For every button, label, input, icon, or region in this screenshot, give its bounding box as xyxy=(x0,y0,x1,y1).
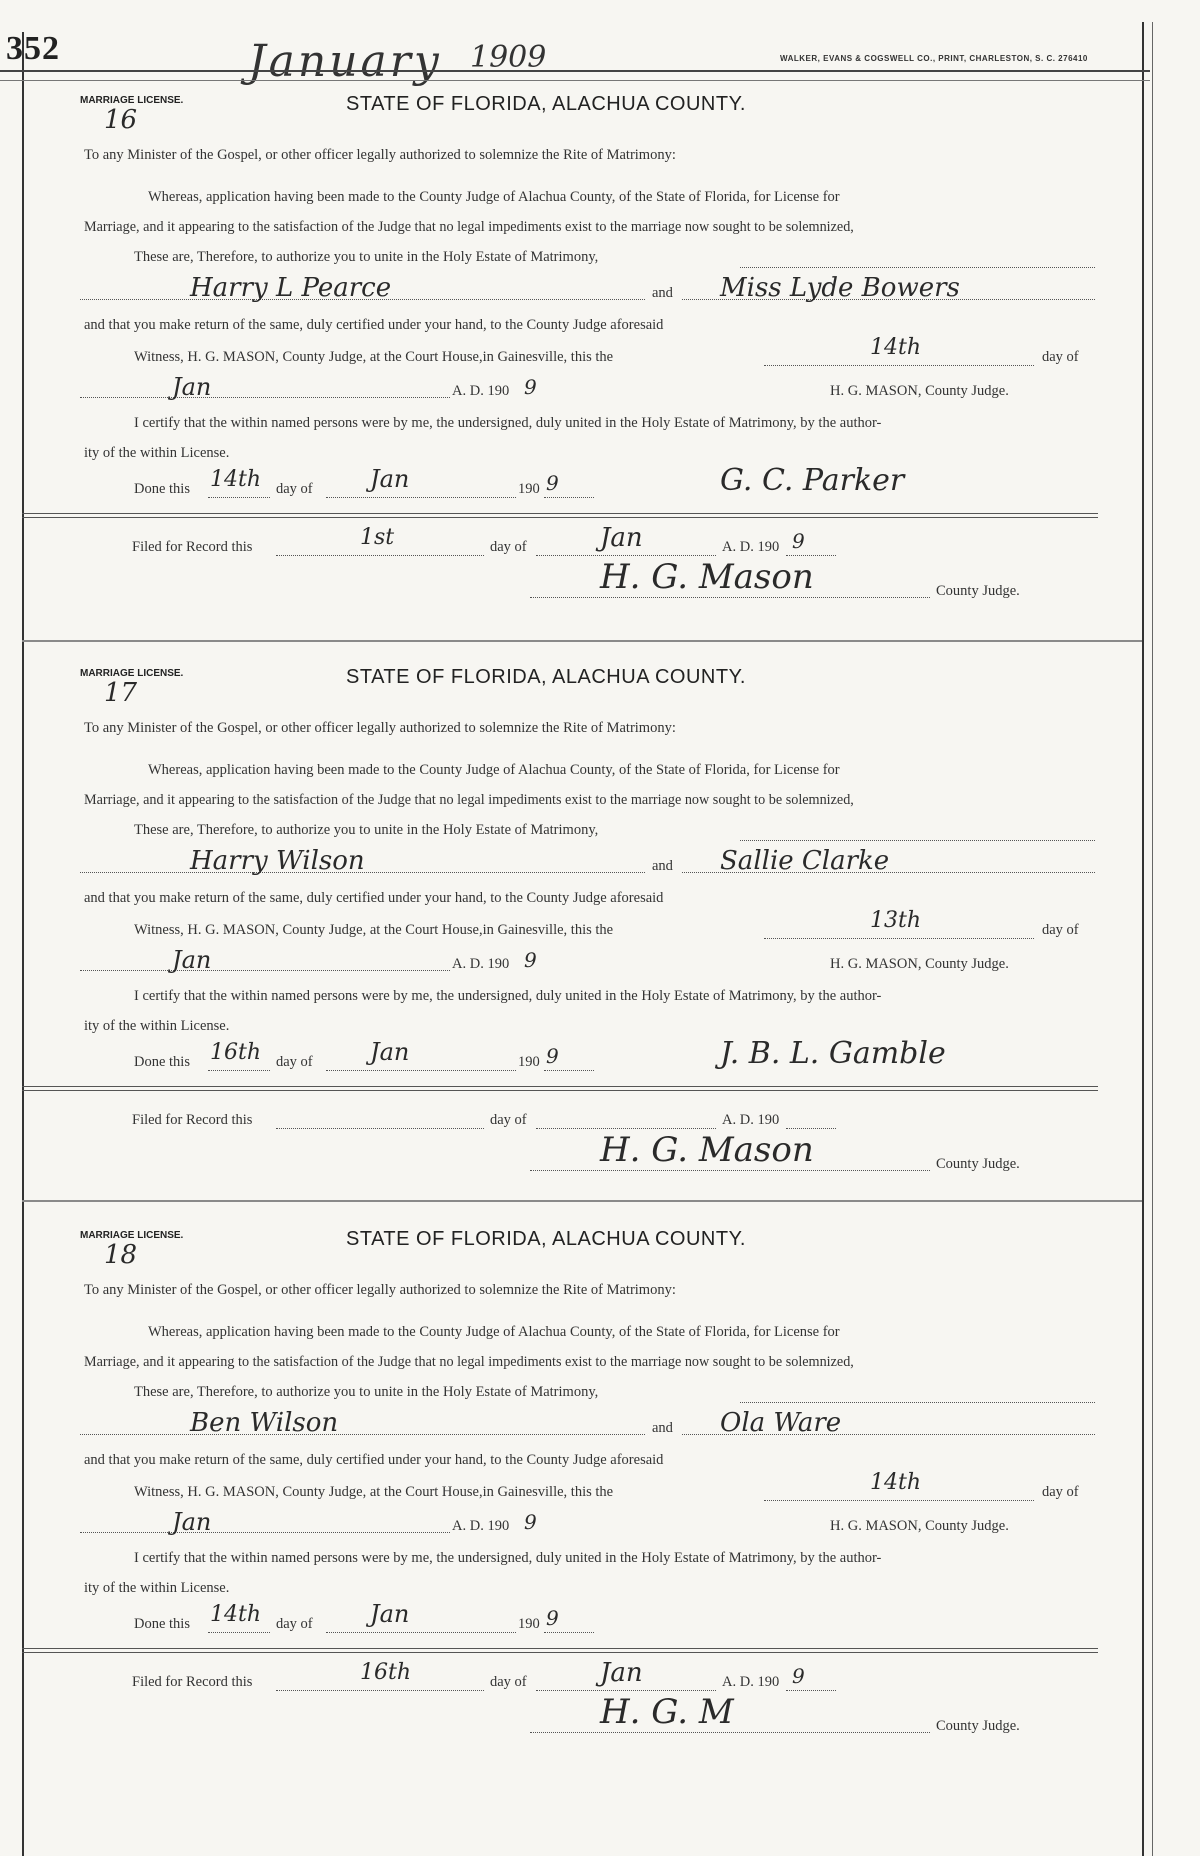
license-number: 16 xyxy=(104,105,138,135)
filed-month: Jan xyxy=(600,523,643,553)
groom-name: Harry Wilson xyxy=(190,846,365,876)
certify-line-1: I certify that the within named persons were by me, the undersigned, duly united in the Holy Estate of Matrimony, by the author- xyxy=(134,1550,882,1566)
witness-ad: A. D. 190 xyxy=(452,1518,510,1534)
witness-month: Jan xyxy=(172,946,212,974)
done-this-label: Done this xyxy=(134,481,190,497)
address-line: To any Minister of the Gospel, or other officer legally authorized to solemnize the Rite of Matrimony: xyxy=(84,1282,676,1298)
certify-line-1: I certify that the within named persons were by me, the undersigned, duly united in the Holy Estate of Matrimony, by the author- xyxy=(134,415,882,431)
header-month: January xyxy=(248,36,442,87)
groom-name: Harry L Pearce xyxy=(190,273,392,303)
done-year-rule xyxy=(544,1070,594,1071)
witness-day: 14th xyxy=(870,335,922,360)
license-label: MARRIAGE LICENSE. xyxy=(80,1230,184,1241)
witness-year-digit: 9 xyxy=(524,375,537,399)
certify-line-2: ity of the within License. xyxy=(84,445,230,461)
these-are-line: These are, Therefore, to authorize you to unite in the Holy Estate of Matrimony, xyxy=(134,249,599,265)
these-are-rule xyxy=(740,1402,1095,1403)
filed-day-of: day of xyxy=(490,539,527,555)
witness-day-rule xyxy=(764,365,1034,366)
done-day: 14th xyxy=(210,467,262,492)
witness-month: Jan xyxy=(172,373,212,401)
filed-month-rule xyxy=(536,1128,716,1129)
witness-day-rule xyxy=(764,1500,1034,1501)
filed-year-rule xyxy=(786,1128,836,1129)
done-month-rule xyxy=(326,497,516,498)
judge-signature: H. G. M xyxy=(600,1692,734,1732)
groom-name: Ben Wilson xyxy=(190,1408,339,1438)
header-rule xyxy=(0,70,1150,72)
county-judge-label: County Judge. xyxy=(936,1718,1020,1734)
witness-line: Witness, H. G. MASON, County Judge, at the Court House,in Gainesville, this the xyxy=(134,1484,614,1500)
done-year-digit: 9 xyxy=(546,471,559,495)
whereas-line-2: Marriage, and it appearing to the satisfaction of the Judge that no legal impediments exist to the marriage now sought to be solemnized, xyxy=(84,1354,854,1370)
done-day-of: day of xyxy=(276,1616,313,1632)
witness-month-rule xyxy=(80,970,450,971)
done-year-digit: 9 xyxy=(546,1044,559,1068)
left-margin-rule xyxy=(22,32,24,1856)
right-margin-rule-inner xyxy=(1152,22,1153,1856)
filed-year-rule xyxy=(786,1690,836,1691)
bride-name: Sallie Clarke xyxy=(720,846,890,876)
officiant-signature: J. B. L. Gamble xyxy=(720,1036,946,1071)
filed-year-digit: 9 xyxy=(792,529,805,553)
witness-day-of: day of xyxy=(1042,922,1079,938)
and-label: and xyxy=(652,858,673,874)
judge-signature-rule xyxy=(530,597,930,598)
filed-month: Jan xyxy=(600,1658,643,1688)
return-line: and that you make return of the same, duly certified under your hand, to the County Judge aforesaid xyxy=(84,1452,664,1468)
printer-imprint: WALKER, EVANS & COGSWELL CO., PRINT, CHARLESTON, S. C. 276410 xyxy=(780,54,1088,63)
done-day: 16th xyxy=(210,1040,262,1065)
filed-year-rule xyxy=(786,555,836,556)
judge-signature-rule xyxy=(530,1732,930,1733)
witness-line: Witness, H. G. MASON, County Judge, at the Court House,in Gainesville, this the xyxy=(134,349,614,365)
address-line: To any Minister of the Gospel, or other officer legally authorized to solemnize the Rite of Matrimony: xyxy=(84,147,676,163)
witness-month-rule xyxy=(80,1532,450,1533)
done-year-prefix: 190 xyxy=(518,1616,540,1632)
filed-ad: A. D. 190 xyxy=(722,1112,780,1128)
address-line: To any Minister of the Gospel, or other officer legally authorized to solemnize the Rite of Matrimony: xyxy=(84,720,676,736)
page-number: 352 xyxy=(6,30,60,67)
license-title: STATE OF FLORIDA, ALACHUA COUNTY. xyxy=(346,93,746,115)
certify-line-2: ity of the within License. xyxy=(84,1018,230,1034)
license-label: MARRIAGE LICENSE. xyxy=(80,668,184,679)
filed-day-of: day of xyxy=(490,1674,527,1690)
license-number: 18 xyxy=(104,1240,138,1270)
filed-day-rule xyxy=(276,555,484,556)
return-line: and that you make return of the same, duly certified under your hand, to the County Judge aforesaid xyxy=(84,317,664,333)
filed-day-rule xyxy=(276,1128,484,1129)
filed-day-of: day of xyxy=(490,1112,527,1128)
witness-ad: A. D. 190 xyxy=(452,956,510,972)
these-are-rule xyxy=(740,840,1095,841)
groom-rule xyxy=(80,1434,645,1435)
done-this-label: Done this xyxy=(134,1616,190,1632)
judge-label: H. G. MASON, County Judge. xyxy=(830,383,1009,399)
done-year-rule xyxy=(544,497,594,498)
bride-name: Ola Ware xyxy=(720,1408,842,1438)
done-month: Jan xyxy=(370,465,410,493)
witness-day-of: day of xyxy=(1042,349,1079,365)
double-rule xyxy=(22,1648,1098,1653)
filed-day: 1st xyxy=(360,525,395,550)
double-rule xyxy=(22,1086,1098,1091)
filed-month-rule xyxy=(536,555,716,556)
license-label: MARRIAGE LICENSE. xyxy=(80,95,184,106)
right-margin-rule xyxy=(1142,22,1144,1856)
these-are-line: These are, Therefore, to authorize you to unite in the Holy Estate of Matrimony, xyxy=(134,1384,599,1400)
and-label: and xyxy=(652,1420,673,1436)
bride-name: Miss Lyde Bowers xyxy=(720,273,960,303)
filed-ad: A. D. 190 xyxy=(722,539,780,555)
return-line: and that you make return of the same, duly certified under your hand, to the County Judge aforesaid xyxy=(84,890,664,906)
officiant-signature: G. C. Parker xyxy=(720,463,905,498)
these-are-line: These are, Therefore, to authorize you to unite in the Holy Estate of Matrimony, xyxy=(134,822,599,838)
certify-line-1: I certify that the within named persons were by me, the undersigned, duly united in the Holy Estate of Matrimony, by the author- xyxy=(134,988,882,1004)
done-this-label: Done this xyxy=(134,1054,190,1070)
header-year: 1909 xyxy=(470,40,547,75)
done-month-rule xyxy=(326,1070,516,1071)
filed-ad: A. D. 190 xyxy=(722,1674,780,1690)
done-month: Jan xyxy=(370,1600,410,1628)
witness-year-digit: 9 xyxy=(524,948,537,972)
license-separator xyxy=(22,1200,1142,1202)
witness-month: Jan xyxy=(172,1508,212,1536)
judge-label: H. G. MASON, County Judge. xyxy=(830,956,1009,972)
witness-line: Witness, H. G. MASON, County Judge, at the Court House,in Gainesville, this the xyxy=(134,922,614,938)
done-month-rule xyxy=(326,1632,516,1633)
judge-signature-rule xyxy=(530,1170,930,1171)
filed-label: Filed for Record this xyxy=(132,1674,253,1690)
judge-signature: H. G. Mason xyxy=(600,1130,814,1170)
witness-ad: A. D. 190 xyxy=(452,383,510,399)
whereas-line-1: Whereas, application having been made to the County Judge of Alachua County, of the State of Florida, for License for xyxy=(148,1324,840,1340)
done-year-rule xyxy=(544,1632,594,1633)
county-judge-label: County Judge. xyxy=(936,1156,1020,1172)
done-day: 14th xyxy=(210,1602,262,1627)
done-day-rule xyxy=(208,1070,270,1071)
judge-label: H. G. MASON, County Judge. xyxy=(830,1518,1009,1534)
done-month: Jan xyxy=(370,1038,410,1066)
done-year-prefix: 190 xyxy=(518,1054,540,1070)
witness-year-digit: 9 xyxy=(524,1510,537,1534)
and-label: and xyxy=(652,285,673,301)
witness-month-rule xyxy=(80,397,450,398)
filed-label: Filed for Record this xyxy=(132,1112,253,1128)
witness-day: 13th xyxy=(870,908,922,933)
judge-signature: H. G. Mason xyxy=(600,557,814,597)
whereas-line-1: Whereas, application having been made to the County Judge of Alachua County, of the State of Florida, for License for xyxy=(148,189,840,205)
done-year-digit: 9 xyxy=(546,1606,559,1630)
license-separator xyxy=(22,640,1142,642)
done-day-rule xyxy=(208,497,270,498)
license-number: 17 xyxy=(104,678,138,708)
county-judge-label: County Judge. xyxy=(936,583,1020,599)
done-day-rule xyxy=(208,1632,270,1633)
witness-day-of: day of xyxy=(1042,1484,1079,1500)
whereas-line-2: Marriage, and it appearing to the satisfaction of the Judge that no legal impediments exist to the marriage now sought to be solemnized, xyxy=(84,792,854,808)
these-are-rule xyxy=(740,267,1095,268)
whereas-line-1: Whereas, application having been made to the County Judge of Alachua County, of the State of Florida, for License for xyxy=(148,762,840,778)
certify-line-2: ity of the within License. xyxy=(84,1580,230,1596)
license-title: STATE OF FLORIDA, ALACHUA COUNTY. xyxy=(346,666,746,688)
done-day-of: day of xyxy=(276,481,313,497)
whereas-line-2: Marriage, and it appearing to the satisfaction of the Judge that no legal impediments exist to the marriage now sought to be solemnized, xyxy=(84,219,854,235)
double-rule xyxy=(22,513,1098,518)
filed-month-rule xyxy=(536,1690,716,1691)
header-rule-secondary xyxy=(0,80,1150,81)
license-title: STATE OF FLORIDA, ALACHUA COUNTY. xyxy=(346,1228,746,1250)
filed-label: Filed for Record this xyxy=(132,539,253,555)
filed-year-digit: 9 xyxy=(792,1664,805,1688)
witness-day-rule xyxy=(764,938,1034,939)
filed-day-rule xyxy=(276,1690,484,1691)
done-year-prefix: 190 xyxy=(518,481,540,497)
done-day-of: day of xyxy=(276,1054,313,1070)
witness-day: 14th xyxy=(870,1470,922,1495)
filed-day: 16th xyxy=(360,1660,412,1685)
